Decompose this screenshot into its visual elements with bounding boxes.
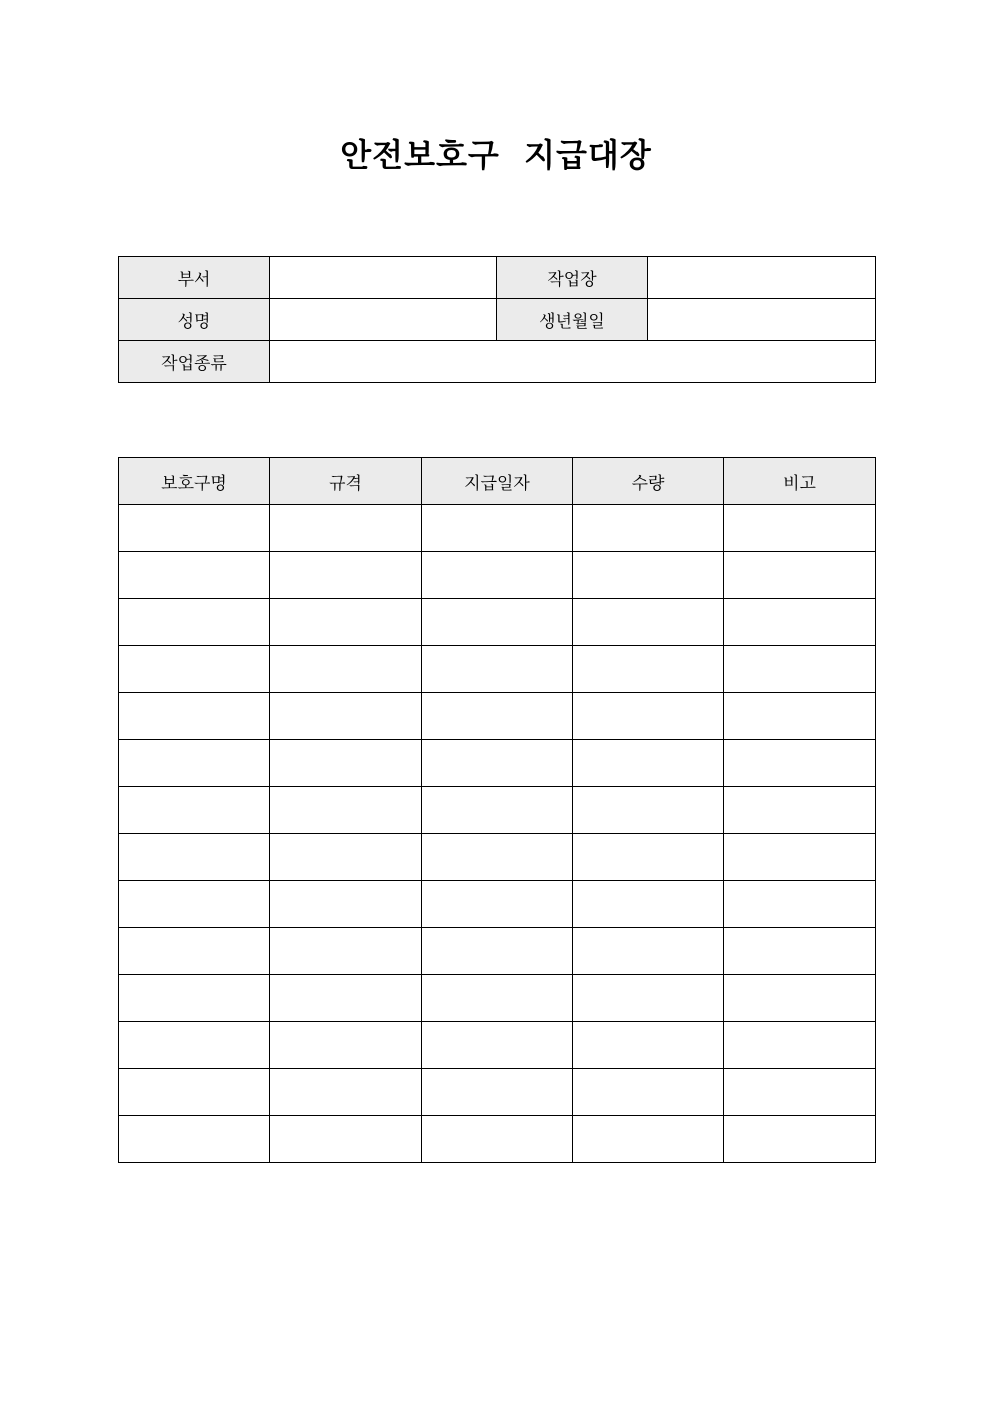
issue-date-cell[interactable]: [422, 740, 573, 787]
table-row: [119, 552, 876, 599]
table-row: [119, 1116, 876, 1163]
issue-date-cell[interactable]: [422, 1116, 573, 1163]
quantity-cell[interactable]: [573, 928, 724, 975]
quantity-cell[interactable]: [573, 1116, 724, 1163]
quantity-cell[interactable]: [573, 787, 724, 834]
quantity-cell[interactable]: [573, 693, 724, 740]
specification-cell[interactable]: [270, 787, 422, 834]
specification-cell[interactable]: [270, 928, 422, 975]
remarks-cell[interactable]: [724, 693, 876, 740]
specification-cell[interactable]: [270, 1116, 422, 1163]
department-field[interactable]: [270, 257, 497, 299]
quantity-cell[interactable]: [573, 740, 724, 787]
issue-date-cell[interactable]: [422, 975, 573, 1022]
remarks-cell[interactable]: [724, 646, 876, 693]
specification-cell[interactable]: [270, 646, 422, 693]
name-field[interactable]: [270, 299, 497, 341]
equipment-name-cell[interactable]: [119, 599, 270, 646]
birthdate-label: 생년월일: [497, 299, 648, 341]
quantity-cell[interactable]: [573, 505, 724, 552]
column-header-remarks: 비고: [724, 458, 876, 505]
equipment-name-cell[interactable]: [119, 975, 270, 1022]
issue-date-cell[interactable]: [422, 552, 573, 599]
remarks-cell[interactable]: [724, 881, 876, 928]
equipment-name-cell[interactable]: [119, 834, 270, 881]
table-row: [119, 881, 876, 928]
workplace-field[interactable]: [648, 257, 876, 299]
remarks-cell[interactable]: [724, 1069, 876, 1116]
page-title: 안전보호구 지급대장: [340, 136, 652, 174]
table-row: [119, 787, 876, 834]
table-row: [119, 599, 876, 646]
issue-date-cell[interactable]: [422, 1022, 573, 1069]
name-label: 성명: [119, 299, 270, 341]
quantity-cell[interactable]: [573, 975, 724, 1022]
column-header-specification: 규격: [270, 458, 422, 505]
specification-cell[interactable]: [270, 834, 422, 881]
info-row-name: [119, 299, 876, 341]
specification-cell[interactable]: [270, 505, 422, 552]
quantity-cell[interactable]: [573, 1069, 724, 1116]
remarks-cell[interactable]: [724, 599, 876, 646]
specification-cell[interactable]: [270, 1022, 422, 1069]
table-row: [119, 834, 876, 881]
specification-cell[interactable]: [270, 1069, 422, 1116]
equipment-name-cell[interactable]: [119, 1116, 270, 1163]
quantity-cell[interactable]: [573, 599, 724, 646]
table-row: [119, 505, 876, 552]
table-row: [119, 693, 876, 740]
remarks-cell[interactable]: [724, 928, 876, 975]
equipment-name-cell[interactable]: [119, 740, 270, 787]
issue-date-cell[interactable]: [422, 646, 573, 693]
remarks-cell[interactable]: [724, 740, 876, 787]
worker-info-table: [118, 256, 876, 383]
work-type-label: 작업종류: [119, 341, 270, 383]
equipment-name-cell[interactable]: [119, 505, 270, 552]
issue-date-cell[interactable]: [422, 505, 573, 552]
quantity-cell[interactable]: [573, 646, 724, 693]
remarks-cell[interactable]: [724, 975, 876, 1022]
issue-date-cell[interactable]: [422, 693, 573, 740]
issue-date-cell[interactable]: [422, 1069, 573, 1116]
column-header-quantity: 수량: [573, 458, 724, 505]
specification-cell[interactable]: [270, 740, 422, 787]
table-row: [119, 1069, 876, 1116]
issue-date-cell[interactable]: [422, 834, 573, 881]
table-row: [119, 1022, 876, 1069]
specification-cell[interactable]: [270, 693, 422, 740]
remarks-cell[interactable]: [724, 1116, 876, 1163]
table-row: [119, 646, 876, 693]
quantity-cell[interactable]: [573, 881, 724, 928]
specification-cell[interactable]: [270, 599, 422, 646]
info-row-work-type: [119, 341, 876, 383]
column-header-equipment-name: 보호구명: [119, 458, 270, 505]
quantity-cell[interactable]: [573, 1022, 724, 1069]
info-row-department: [119, 257, 876, 299]
issue-date-cell[interactable]: [422, 928, 573, 975]
issue-date-cell[interactable]: [422, 881, 573, 928]
remarks-cell[interactable]: [724, 834, 876, 881]
workplace-label: 작업장: [497, 257, 648, 299]
work-type-field[interactable]: [270, 341, 876, 383]
protective-equipment-table: [118, 457, 876, 1163]
equipment-name-cell[interactable]: [119, 552, 270, 599]
table-row: [119, 975, 876, 1022]
remarks-cell[interactable]: [724, 787, 876, 834]
equipment-name-cell[interactable]: [119, 881, 270, 928]
equipment-name-cell[interactable]: [119, 1069, 270, 1116]
table-header-row: [119, 458, 876, 505]
table-row: [119, 928, 876, 975]
equipment-name-cell[interactable]: [119, 646, 270, 693]
remarks-cell[interactable]: [724, 1022, 876, 1069]
specification-cell[interactable]: [270, 552, 422, 599]
department-label: 부서: [119, 257, 270, 299]
equipment-name-cell[interactable]: [119, 693, 270, 740]
equipment-name-cell[interactable]: [119, 928, 270, 975]
quantity-cell[interactable]: [573, 834, 724, 881]
table-row: [119, 740, 876, 787]
equipment-name-cell[interactable]: [119, 787, 270, 834]
quantity-cell[interactable]: [573, 552, 724, 599]
issue-date-cell[interactable]: [422, 787, 573, 834]
remarks-cell[interactable]: [724, 552, 876, 599]
remarks-cell[interactable]: [724, 505, 876, 552]
specification-cell[interactable]: [270, 975, 422, 1022]
column-header-issue-date: 지급일자: [422, 458, 573, 505]
equipment-name-cell[interactable]: [119, 1022, 270, 1069]
issue-date-cell[interactable]: [422, 599, 573, 646]
birthdate-field[interactable]: [648, 299, 876, 341]
specification-cell[interactable]: [270, 881, 422, 928]
